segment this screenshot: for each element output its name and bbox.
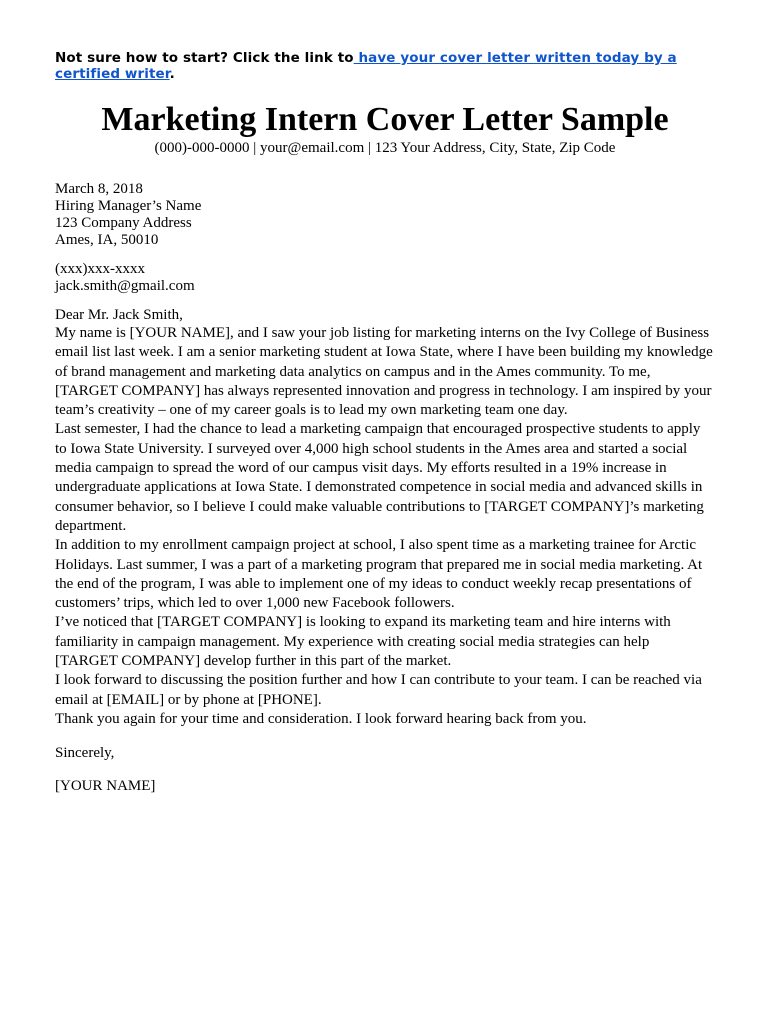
top-note xyxy=(55,50,715,82)
sender-email: jack.smith@gmail.com xyxy=(55,278,195,294)
top-note-suffix: . xyxy=(169,66,175,82)
body-paragraph-2: Last semester, I had the chance to lead a marketing campaign that encouraged prospective students to apply to Iowa State University. I surveyed over 4,000 high school students in the Ames area and started a social media campaign to spread the word of our campus visit days. My efforts resulted in a 19% increase in undergraduate applications at Iowa State. I demonstrated competence in social media and advanced skills in consumer behavior, so I believe I could make valuable contributions to [TARGET COMPANY]’s marketing department. xyxy=(55,421,704,534)
sender-block xyxy=(55,261,715,295)
recipient-name: Hiring Manager’s Name xyxy=(55,198,202,214)
body-paragraph-1: My name is [YOUR NAME], and I saw your job listing for marketing interns on the Ivy College of Business email list last week. I am a senior marketing student at Iowa State, where I have been building my knowledge of brand management and marketing data analytics on campus and in the Ames community. To me, [TARGET COMPANY] has always represented innovation and progress in technology. I am inspired by your team’s creativity – one of my career goals is to lead my own marketing team one day. xyxy=(55,325,713,419)
closing: Sincerely, xyxy=(55,745,115,762)
recipient-block xyxy=(55,181,715,249)
cover-letter-service-link[interactable]: have your cover letter written today by a certified writer xyxy=(55,50,677,82)
recipient-address: 123 Company Address xyxy=(55,215,192,231)
salutation: Dear Mr. Jack Smith, xyxy=(55,307,183,323)
body-paragraph-5: I look forward to discussing the position further and how I can contribute to your team. I can be reached via email at [EMAIL] or by phone at [PHONE]. xyxy=(55,672,702,708)
signature: [YOUR NAME] xyxy=(55,778,156,795)
top-note-prefix: Not sure how to start? Click the link to xyxy=(55,50,354,66)
recipient-city: Ames, IA, 50010 xyxy=(55,232,159,248)
letter-date: March 8, 2018 xyxy=(55,181,143,197)
body-paragraph-3: In addition to my enrollment campaign project at school, I also spent time as a marketing trainee for Arctic Holidays. Last summer, I was a part of a marketing program that prepared me in social media marketing. At the end of the program, I was able to implement one of my ideas to conduct weekly recap presentations of customers’ trips, which led to over 1,000 new Facebook followers. xyxy=(55,537,703,612)
sender-phone: (xxx)xxx-xxxx xyxy=(55,261,145,277)
body-paragraph-4: I’ve noticed that [TARGET COMPANY] is looking to expand its marketing team and hire interns with familiarity in campaign management. My experience with creating social media strategies can help [TARGET COMPANY] develop further in this part of the market. xyxy=(55,614,671,670)
page-title: Marketing Intern Cover Letter Sample xyxy=(101,101,669,138)
contact-line: (000)-000-0000 | your@email.com | 123 Your Address, City, State, Zip Code xyxy=(154,140,616,156)
body-paragraph-6: Thank you again for your time and consideration. I look forward hearing back from you. xyxy=(55,710,587,727)
